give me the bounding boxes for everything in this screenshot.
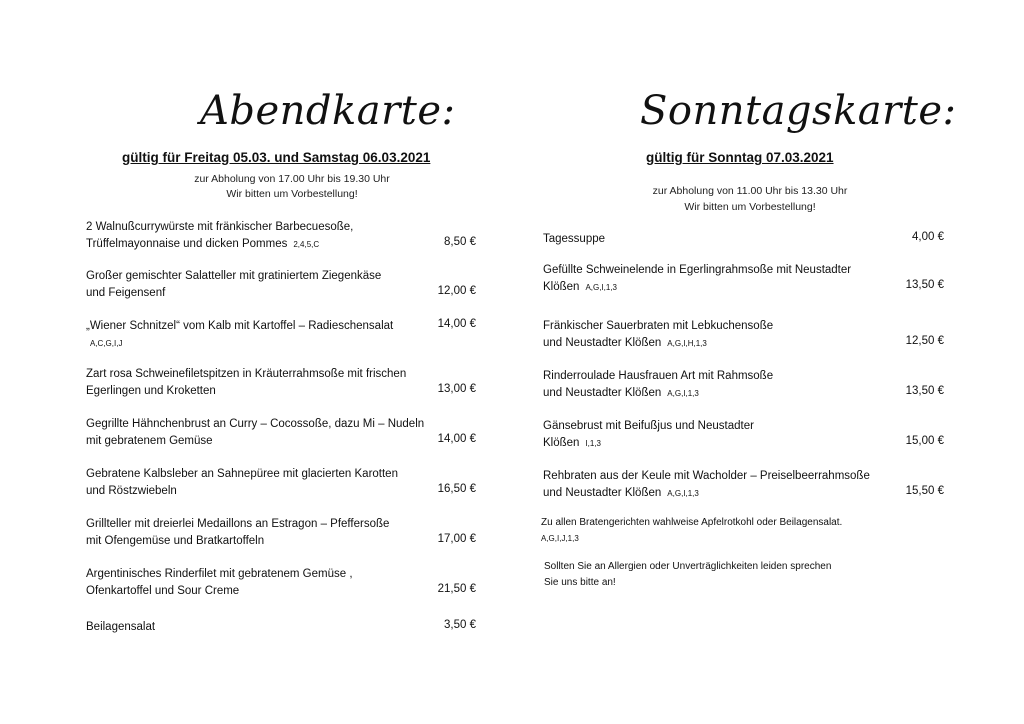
menu-item-description: Rehbraten aus der Keule mit Wacholder – Preiselbeerrahmsoße (543, 470, 870, 482)
menu-item (86, 566, 353, 600)
menu-item-description: Gebratene Kalbsleber an Sahnepüree mit glacierten Karotten (86, 468, 398, 480)
menu-item-price: 14,00 € (437, 318, 476, 330)
menu-item (543, 318, 773, 352)
menu-item-price: 13,00 € (437, 383, 476, 395)
menu-item-description: Gänsebrust mit Beifußjus und Neustadter (543, 420, 754, 432)
menu-item (543, 418, 754, 452)
menu-item (86, 268, 381, 302)
menu-item (543, 468, 870, 502)
abendkarte-validity: gültig für Freitag 05.03. und Samstag 06.03.2021 (122, 150, 431, 165)
menu-item (86, 318, 393, 352)
menu-item-description-continued (543, 385, 773, 402)
menu-item (86, 466, 398, 500)
abendkarte-title: Abendkarte: (200, 88, 456, 134)
menu-item (86, 416, 424, 450)
menu-item-description: „Wiener Schnitzel“ vom Kalb mit Kartoffel – Radieschensalat (86, 320, 394, 332)
menu-item-description-line-2: Ofenkartoffel und Sour Creme (86, 585, 240, 597)
menu-item-price: 13,50 € (905, 279, 944, 291)
menu-item-description-line-2: mit Ofengemüse und Bratkartoffeln (86, 535, 265, 547)
menu-item-description: Zart rosa Schweinefiletspitzen in Kräuterrahmsoße mit frischen (86, 368, 407, 380)
menu-item (86, 366, 406, 400)
menu-item-description-line-2: und Röstzwiebeln (86, 485, 177, 497)
menu-item-description-line-2: mit gebratenem Gemüse (86, 435, 213, 447)
menu-item-allergens: A,G,I,H,1,3 (667, 339, 707, 348)
allergy-note-line-1: Sollten Sie an Allergien oder Unverträglichkeiten leiden sprechen (544, 561, 832, 572)
menu-item-description-line-2: Trüffelmayonnaise und dicken Pommes (86, 238, 288, 250)
allergy-note-line-2: Sie uns bitte an! (544, 577, 616, 588)
menu-item-price: 13,50 € (905, 385, 944, 397)
menu-item-description-line-2: Klößen (543, 437, 580, 449)
side-dish-note (541, 515, 842, 547)
sonntagskarte-reservation-note: Wir bitten um Vorbestellung! (684, 201, 816, 213)
menu-item-price: 14,00 € (437, 433, 476, 445)
sonntagskarte-validity: gültig für Sonntag 07.03.2021 (646, 150, 834, 165)
menu-item (543, 262, 851, 296)
menu-item-description-continued (543, 485, 870, 502)
menu-item-description-continued (543, 279, 851, 296)
abendkarte-reservation-note: Wir bitten um Vorbestellung! (226, 188, 358, 200)
menu-item (543, 231, 605, 248)
menu-item-description: Beilagensalat (86, 621, 156, 633)
menu-item-price: 4,00 € (912, 231, 944, 243)
menu-item-description-continued (86, 583, 353, 600)
menu-item (86, 516, 389, 550)
menu-item-description: Großer gemischter Salatteller mit gratiniertem Ziegenkäse (86, 270, 382, 282)
menu-item-price: 12,50 € (905, 335, 944, 347)
menu-item-description-line-2: und Neustadter Klößen (543, 387, 662, 399)
side-dish-note-text: Zu allen Bratengerichten wahlweise Apfelrotkohl oder Beilagensalat. (541, 517, 843, 528)
menu-item-description: Rinderroulade Hausfrauen Art mit Rahmsoße (543, 370, 774, 382)
menu-item-price: 15,00 € (905, 435, 944, 447)
menu-item-description: 2 Walnußcurrywürste mit fränkischer Barbecuesoße, (86, 221, 354, 233)
menu-item-description-continued (86, 236, 353, 253)
menu-item (86, 219, 353, 253)
side-dish-note-allergens: A,G,I,J,1,3 (541, 534, 579, 543)
menu-item-price: 15,50 € (905, 485, 944, 497)
menu-item-description-continued (86, 383, 406, 400)
menu-item-description: Gefüllte Schweinelende in Egerlingrahmsoße mit Neustadter (543, 264, 852, 276)
menu-item-description-continued (543, 335, 773, 352)
menu-item-description: Gegrillte Hähnchenbrust an Curry – Cocossoße, dazu Mi – Nudeln (86, 418, 425, 430)
menu-item-description: Argentinisches Rinderfilet mit gebratenem Gemüse , (86, 568, 353, 580)
menu-item (86, 619, 155, 636)
menu-item (543, 368, 773, 402)
menu-item-allergens: A,G,I,1,3 (667, 489, 699, 498)
menu-item-description: Tagessuppe (543, 233, 606, 245)
menu-item-price: 17,00 € (437, 533, 476, 545)
menu-item-description: Fränkischer Sauerbraten mit Lebkuchensoße (543, 320, 774, 332)
sonntagskarte-pickup-time: zur Abholung von 11.00 Uhr bis 13.30 Uhr (652, 185, 848, 197)
menu-item-price: 16,50 € (437, 483, 476, 495)
menu-item-description-continued (86, 285, 381, 302)
menu-item-price: 3,50 € (444, 619, 476, 631)
menu-item-description-line-2: und Feigensenf (86, 287, 166, 299)
allergy-note (544, 559, 831, 591)
menu-item-description-continued (543, 435, 754, 452)
menu-item-price: 21,50 € (437, 583, 476, 595)
menu-item-price: 12,00 € (437, 285, 476, 297)
menu-item-description-continued (86, 335, 393, 352)
menu-item-description: Grillteller mit dreierlei Medaillons an Estragon – Pfeffersoße (86, 518, 390, 530)
menu-item-description-line-2: und Neustadter Klößen (543, 337, 662, 349)
menu-item-price: 8,50 € (444, 236, 476, 248)
abendkarte-pickup-time: zur Abholung von 17.00 Uhr bis 19.30 Uhr (194, 173, 390, 185)
menu-item-allergens: I,1,3 (585, 439, 602, 448)
menu-item-description-line-2: Klößen (543, 281, 580, 293)
menu-item-description-continued (86, 533, 389, 550)
sonntagskarte-title: Sonntagskarte: (640, 88, 957, 134)
menu-item-allergens: A,G,I,1,3 (585, 283, 618, 292)
menu-item-description-line-2: Egerlingen und Kroketten (86, 385, 216, 397)
menu-item-description-line-2: und Neustadter Klößen (543, 487, 662, 499)
menu-item-description-continued (86, 433, 424, 450)
menu-item-allergens: A,C,G,I,J (90, 339, 123, 348)
menu-item-description-continued (86, 483, 398, 500)
menu-item-allergens: A,G,I,1,3 (667, 389, 699, 398)
menu-item-allergens: 2,4,5,C (293, 240, 320, 249)
